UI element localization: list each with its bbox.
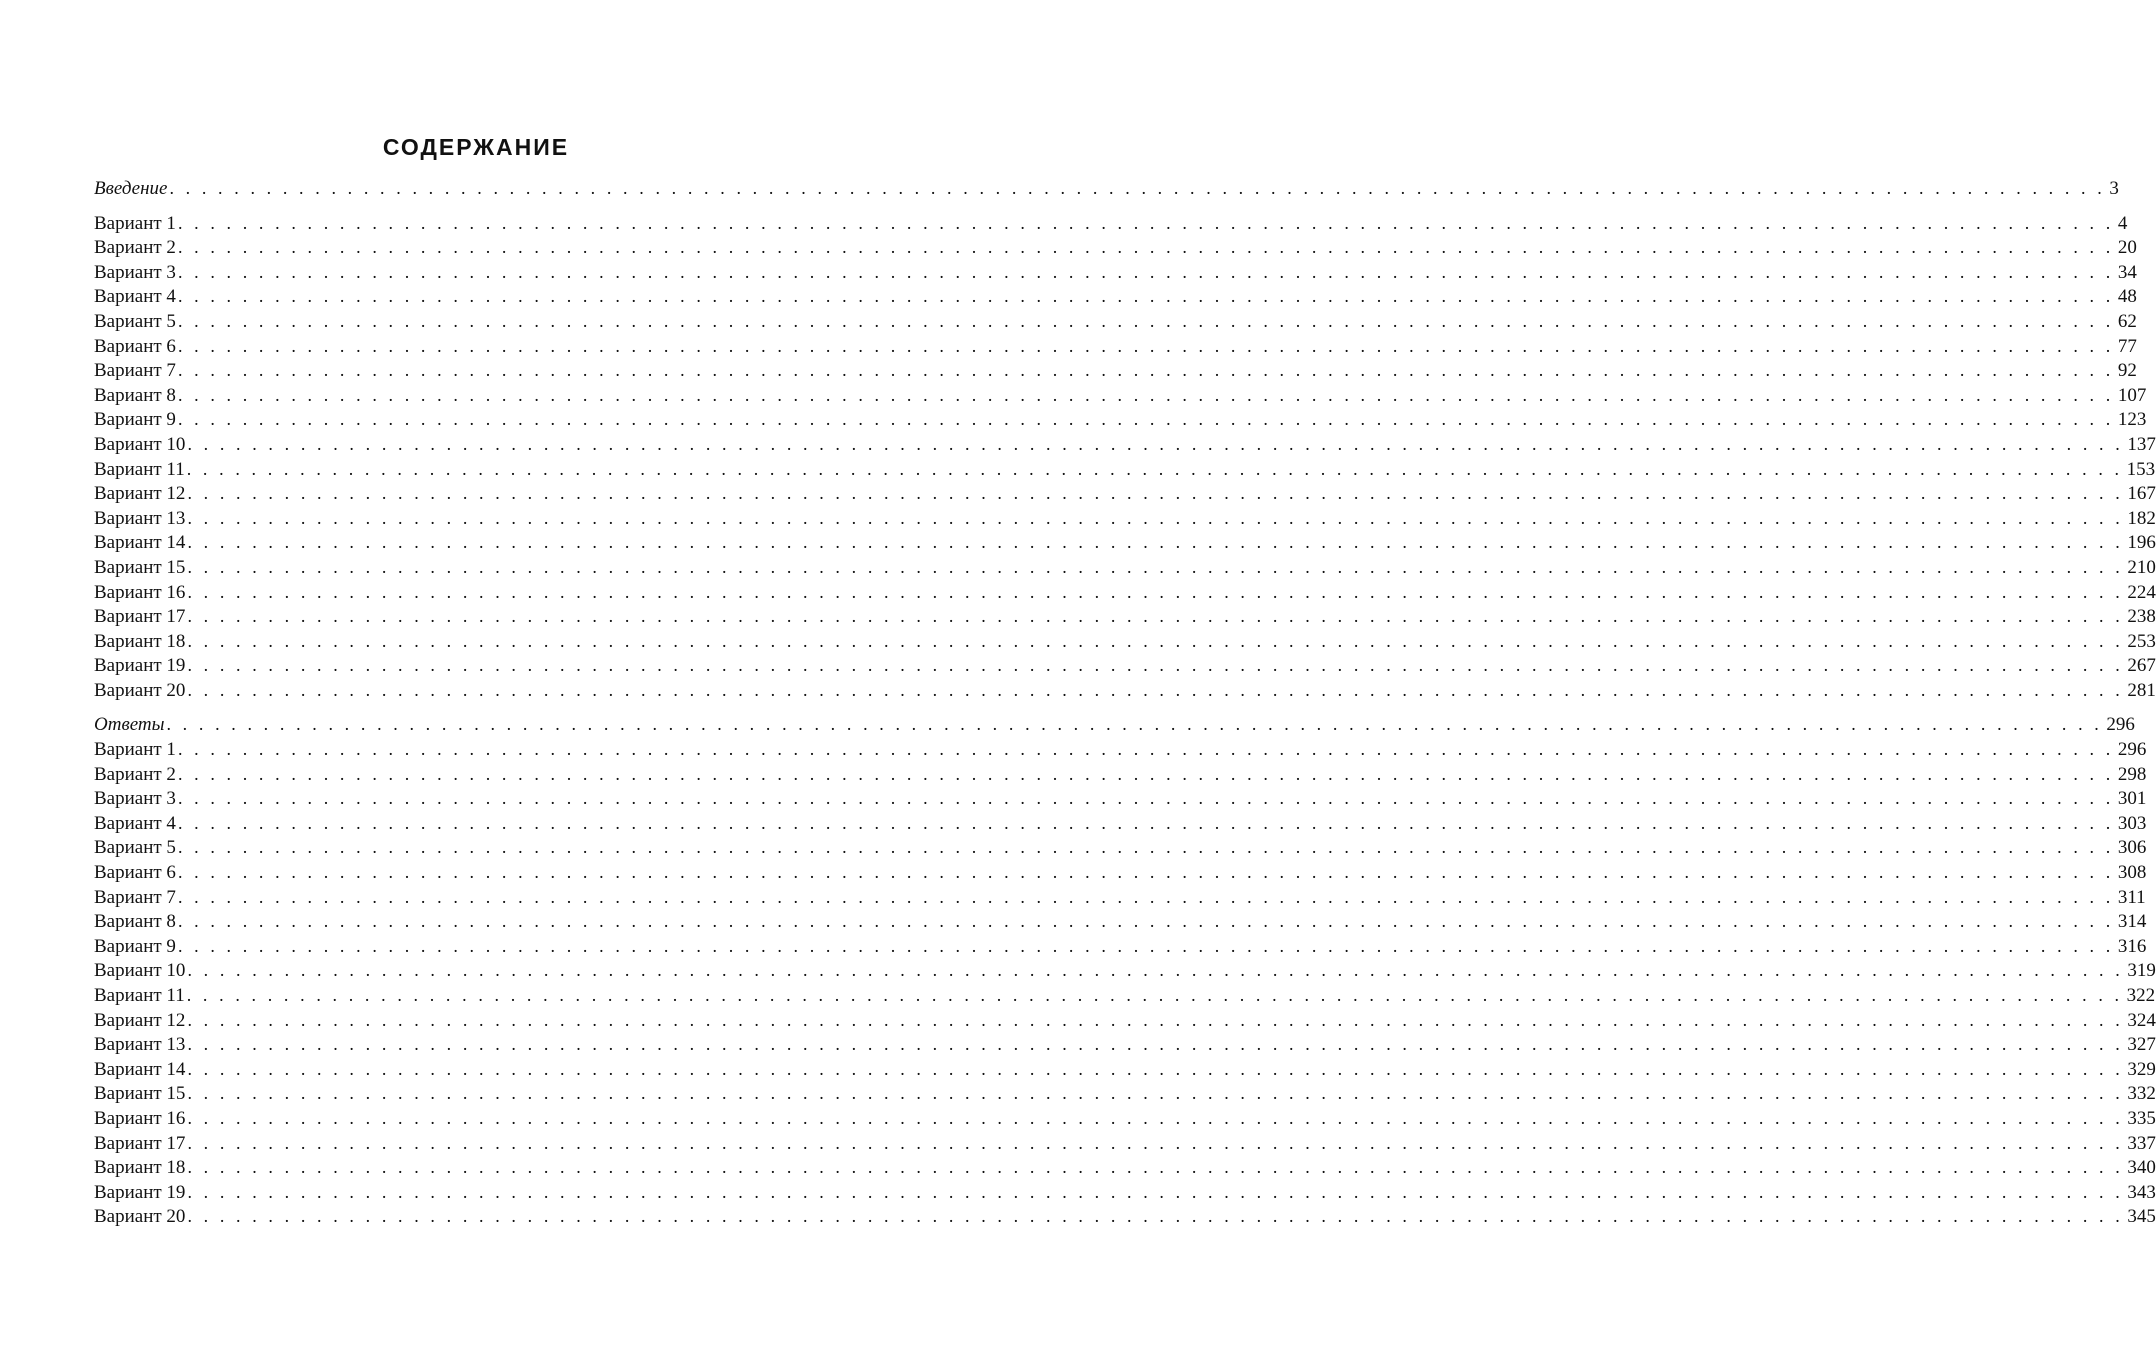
- toc-entry-variant[interactable]: [94, 629, 2156, 654]
- toc-entry-page: 62: [2117, 310, 2137, 332]
- toc-entry-page: 314: [2117, 911, 2147, 933]
- toc-entry-variant[interactable]: [94, 334, 2137, 359]
- toc-entry-label: Вариант 16: [94, 1107, 186, 1129]
- toc-entry-page: 167: [2127, 483, 2156, 505]
- toc-entry-label: Вариант 14: [94, 1058, 186, 1080]
- toc-entry-variant[interactable]: [94, 580, 2156, 605]
- toc-entry-page: 296: [2106, 714, 2135, 736]
- dot-leader: . . . . . . . . . . . . . . . . . . . . . . . . . . . . . . . . . . . . . . . . . . . . . . . . . . . . . . . . . . . . . . . . . . . . . . . . . . . . . . . . . . . . . . . . . . . . . . . . . . . . . . . . . . . . . . . . . . . . . . . .: [187, 433, 2124, 454]
- dot-leader: . . . . . . . . . . . . . . . . . . . . . . . . . . . . . . . . . . . . . . . . . . . . . . . . . . . . . . . . . . . . . . . . . . . . . . . . . . . . . . . . . . . . . . . . . . . . . . . . . . . . . . . . . . . . . . . . . . . . . . . .: [177, 360, 2114, 381]
- toc-entry-label: Вариант 12: [94, 1009, 186, 1031]
- toc-entry-variant[interactable]: [94, 481, 2156, 506]
- toc-entry-variant[interactable]: [94, 407, 2147, 432]
- toc-entry-answer-variant[interactable]: [94, 811, 2147, 836]
- toc-entry-answer-variant[interactable]: [94, 860, 2147, 885]
- toc-entry-label: Вариант 1: [94, 739, 176, 761]
- toc-entry-page: 327: [2127, 1034, 2156, 1056]
- toc-entry-page: 20: [2117, 237, 2137, 259]
- dot-leader: . . . . . . . . . . . . . . . . . . . . . . . . . . . . . . . . . . . . . . . . . . . . . . . . . . . . . . . . . . . . . . . . . . . . . . . . . . . . . . . . . . . . . . . . . . . . . . . . . . . . . . . . . . . . . . . . . . . . . . . .: [187, 1083, 2124, 1104]
- dot-leader: . . . . . . . . . . . . . . . . . . . . . . . . . . . . . . . . . . . . . . . . . . . . . . . . . . . . . . . . . . . . . . . . . . . . . . . . . . . . . . . . . . . . . . . . . . . . . . . . . . . . . . . . . . . . . . . . . . . . . . . .: [177, 862, 2114, 883]
- toc-entry-answer-variant[interactable]: [94, 1155, 2156, 1180]
- dot-leader: . . . . . . . . . . . . . . . . . . . . . . . . . . . . . . . . . . . . . . . . . . . . . . . . . . . . . . . . . . . . . . . . . . . . . . . . . . . . . . . . . . . . . . . . . . . . . . . . . . . . . . . . . . . . . . . . . . . . . . . .: [187, 630, 2124, 651]
- toc-entry-label: Вариант 19: [94, 655, 186, 677]
- page-title: СОДЕРЖАНИЕ: [382, 134, 570, 160]
- toc-entry-label: Вариант 1: [94, 212, 176, 234]
- toc-entry-page: 324: [2127, 1009, 2156, 1031]
- toc-entry-page: 337: [2127, 1132, 2156, 1154]
- toc-entry-page: 48: [2117, 286, 2137, 308]
- toc-entry-page: 253: [2127, 630, 2156, 652]
- toc-entry-page: 303: [2117, 812, 2147, 834]
- toc-entry-page: 322: [2126, 985, 2156, 1006]
- toc-entry-label: Вариант 8: [94, 911, 176, 933]
- toc-entry-label: Вариант 15: [94, 1083, 186, 1105]
- dot-leader: . . . . . . . . . . . . . . . . . . . . . . . . . . . . . . . . . . . . . . . . . . . . . . . . . . . . . . . . . . . . . . . . . . . . . . . . . . . . . . . . . . . . . . . . . . . . . . . . . . . . . . . . . . . . . . . . . . . . . . . .: [187, 1058, 2124, 1079]
- dot-leader: . . . . . . . . . . . . . . . . . . . . . . . . . . . . . . . . . . . . . . . . . . . . . . . . . . . . . . . . . . . . . . . . . . . . . . . . . . . . . . . . . . . . . . . . . . . . . . . . . . . . . . . . . . . . . . . . . . . . . . . .: [187, 483, 2124, 504]
- toc-entry-variant[interactable]: [94, 235, 2137, 260]
- toc-entry-page: 92: [2117, 360, 2137, 382]
- toc-entry-page: 335: [2127, 1107, 2156, 1129]
- toc-entry-label: Вариант 18: [94, 1157, 186, 1179]
- section-gap: [94, 201, 858, 211]
- toc-entry-variant[interactable]: [94, 211, 2128, 236]
- dot-leader: . . . . . . . . . . . . . . . . . . . . . . . . . . . . . . . . . . . . . . . . . . . . . . . . . . . . . . . . . . . . . . . . . . . . . . . . . . . . . . . . . . . . . . . . . . . . . . . . . . . . . . . . . . . . . . . . . . . . . . . .: [177, 384, 2114, 405]
- toc-entry-page: 311: [2117, 886, 2146, 908]
- toc-entry-variant[interactable]: [94, 457, 2156, 482]
- dot-leader: . . . . . . . . . . . . . . . . . . . . . . . . . . . . . . . . . . . . . . . . . . . . . . . . . . . . . . . . . . . . . . . . . . . . . . . . . . . . . . . . . . . . . . . . . . . . . . . . . . . . . . . . . . . . . . . . . . . . . . . .: [187, 960, 2124, 981]
- dot-leader: . . . . . . . . . . . . . . . . . . . . . . . . . . . . . . . . . . . . . . . . . . . . . . . . . . . . . . . . . . . . . . . . . . . . . . . . . . . . . . . . . . . . . . . . . . . . . . . . . . . . . . . . . . . . . . . . . . . . . . . .: [186, 458, 2123, 479]
- toc-entry-page: 296: [2117, 739, 2147, 761]
- dot-leader: . . . . . . . . . . . . . . . . . . . . . . . . . . . . . . . . . . . . . . . . . . . . . . . . . . . . . . . . . . . . . . . . . . . . . . . . . . . . . . . . . . . . . . . . . . . . . . . . . . . . . . . . . . . . . . . . . . . . . . . .: [187, 507, 2124, 528]
- toc-entry-label: Вариант 7: [94, 360, 176, 382]
- toc-entry-answer-variant[interactable]: [94, 762, 2147, 787]
- toc-entry-answer-variant[interactable]: [94, 1180, 2156, 1205]
- dot-leader: . . . . . . . . . . . . . . . . . . . . . . . . . . . . . . . . . . . . . . . . . . . . . . . . . . . . . . . . . . . . . . . . . . . . . . . . . . . . . . . . . . . . . . . . . . . . . . . . . . . . . . . . . . . . . . . . . . . . . . . .: [177, 812, 2114, 833]
- dot-leader: . . . . . . . . . . . . . . . . . . . . . . . . . . . . . . . . . . . . . . . . . . . . . . . . . . . . . . . . . . . . . . . . . . . . . . . . . . . . . . . . . . . . . . . . . . . . . . . . . . . . . . . . . . . . . . . . . . . . . . . .: [177, 237, 2114, 258]
- toc-entry-variant[interactable]: [94, 383, 2147, 408]
- dot-leader: . . . . . . . . . . . . . . . . . . . . . . . . . . . . . . . . . . . . . . . . . . . . . . . . . . . . . . . . . . . . . . . . . . . . . . . . . . . . . . . . . . . . . . . . . . . . . . . . . . . . . . . . . . . . . . . . . . . . . . . .: [187, 1181, 2124, 1202]
- toc-entry-page: 319: [2127, 960, 2156, 982]
- toc-entry-page: 224: [2127, 581, 2156, 603]
- toc-entry-label: Вариант 5: [94, 837, 176, 859]
- toc-entry-answer-variant[interactable]: [94, 1106, 2156, 1131]
- toc-entry-page: 153: [2126, 458, 2156, 480]
- dot-leader: . . . . . . . . . . . . . . . . . . . . . . . . . . . . . . . . . . . . . . . . . . . . . . . . . . . . . . . . . . . . . . . . . . . . . . . . . . . . . . . . . . . . . . . . . . . . . . . . . . . . . . . . . . . . . . . . . . . . . . . .: [187, 1206, 2124, 1227]
- toc-entry-answer-variant[interactable]: [94, 786, 2147, 811]
- toc-entry-page: 329: [2127, 1058, 2156, 1080]
- toc-entry-label: Вариант 5: [94, 310, 176, 332]
- dot-leader: . . . . . . . . . . . . . . . . . . . . . . . . . . . . . . . . . . . . . . . . . . . . . . . . . . . . . . . . . . . . . . . . . . . . . . . . . . . . . . . . . . . . . . . . . . . . . . . . . . . . . . . . . . . . . . . . . . . . . . . .: [186, 985, 2123, 1005]
- toc-entry-page: 301: [2117, 788, 2147, 810]
- toc-entry-label: Вариант 15: [94, 556, 186, 578]
- dot-leader: . . . . . . . . . . . . . . . . . . . . . . . . . . . . . . . . . . . . . . . . . . . . . . . . . . . . . . . . . . . . . . . . . . . . . . . . . . . . . . . . . . . . . . . . . . . . . . . . . . . . . . . . . . . . . . . . . . . . . . . .: [166, 714, 2103, 735]
- toc-entry-page: 340: [2127, 1157, 2156, 1179]
- toc-entry-page: 345: [2127, 1206, 2156, 1228]
- toc-entry-label: Вариант 18: [94, 630, 186, 652]
- toc-entry-label: Вариант 12: [94, 483, 186, 505]
- toc-entry-variant[interactable]: [94, 604, 2156, 629]
- toc-entry-label: Вариант 8: [94, 384, 176, 406]
- dot-leader: . . . . . . . . . . . . . . . . . . . . . . . . . . . . . . . . . . . . . . . . . . . . . . . . . . . . . . . . . . . . . . . . . . . . . . . . . . . . . . . . . . . . . . . . . . . . . . . . . . . . . . . . . . . . . . . . . . . . . . . .: [187, 606, 2124, 627]
- toc-entry-page: 77: [2117, 335, 2137, 357]
- toc-entry-page: 267: [2127, 655, 2156, 677]
- toc-entry-answer-variant[interactable]: [94, 737, 2147, 762]
- toc-entry-answer-variant[interactable]: [94, 909, 2147, 934]
- dot-leader: . . . . . . . . . . . . . . . . . . . . . . . . . . . . . . . . . . . . . . . . . . . . . . . . . . . . . . . . . . . . . . . . . . . . . . . . . . . . . . . . . . . . . . . . . . . . . . . . . . . . . . . . . . . . . . . . . . . . . . . .: [187, 1132, 2124, 1153]
- dot-leader: . . . . . . . . . . . . . . . . . . . . . . . . . . . . . . . . . . . . . . . . . . . . . . . . . . . . . . . . . . . . . . . . . . . . . . . . . . . . . . . . . . . . . . . . . . . . . . . . . . . . . . . . . . . . . . . . . . . . . . . .: [177, 886, 2114, 907]
- toc-entry-label: Вариант 20: [94, 679, 186, 701]
- toc-entry-variant[interactable]: [94, 506, 2156, 531]
- toc-entry-page: 238: [2127, 606, 2156, 628]
- toc-entry-answer-variant[interactable]: [94, 835, 2147, 860]
- dot-leader: . . . . . . . . . . . . . . . . . . . . . . . . . . . . . . . . . . . . . . . . . . . . . . . . . . . . . . . . . . . . . . . . . . . . . . . . . . . . . . . . . . . . . . . . . . . . . . . . . . . . . . . . . . . . . . . . . . . . . . . .: [187, 581, 2124, 602]
- toc-entry-label: Вариант 2: [94, 237, 176, 259]
- toc-entry-answer-variant[interactable]: [94, 934, 2147, 959]
- toc-entry-label: Вариант 20: [94, 1206, 186, 1228]
- toc-entry-page: 308: [2117, 862, 2147, 884]
- toc-entry-label: Вариант 19: [94, 1181, 186, 1203]
- section-gap: [94, 702, 858, 712]
- toc-entry-variant[interactable]: [94, 653, 2156, 678]
- toc-entry-label: Вариант 3: [94, 261, 176, 283]
- toc-entry-label: Вариант 4: [94, 286, 176, 308]
- dot-leader: . . . . . . . . . . . . . . . . . . . . . . . . . . . . . . . . . . . . . . . . . . . . . . . . . . . . . . . . . . . . . . . . . . . . . . . . . . . . . . . . . . . . . . . . . . . . . . . . . . . . . . . . . . . . . . . . . . . . . . . .: [177, 739, 2114, 760]
- answers-section: [94, 737, 2156, 1229]
- dot-leader: . . . . . . . . . . . . . . . . . . . . . . . . . . . . . . . . . . . . . . . . . . . . . . . . . . . . . . . . . . . . . . . . . . . . . . . . . . . . . . . . . . . . . . . . . . . . . . . . . . . . . . . . . . . . . . . . . . . . . . . .: [177, 837, 2114, 858]
- table-of-contents: [94, 132, 2156, 1229]
- dot-leader: . . . . . . . . . . . . . . . . . . . . . . . . . . . . . . . . . . . . . . . . . . . . . . . . . . . . . . . . . . . . . . . . . . . . . . . . . . . . . . . . . . . . . . . . . . . . . . . . . . . . . . . . . . . . . . . . . . . . . . . .: [177, 763, 2114, 784]
- toc-entry-variant[interactable]: [94, 284, 2137, 309]
- toc-entry-answer-variant[interactable]: [94, 1204, 2156, 1229]
- toc-entry-answer-variant[interactable]: [94, 885, 2146, 910]
- dot-leader: . . . . . . . . . . . . . . . . . . . . . . . . . . . . . . . . . . . . . . . . . . . . . . . . . . . . . . . . . . . . . . . . . . . . . . . . . . . . . . . . . . . . . . . . . . . . . . . . . . . . . . . . . . . . . . . . . . . . . . . .: [169, 178, 2106, 198]
- dot-leader: . . . . . . . . . . . . . . . . . . . . . . . . . . . . . . . . . . . . . . . . . . . . . . . . . . . . . . . . . . . . . . . . . . . . . . . . . . . . . . . . . . . . . . . . . . . . . . . . . . . . . . . . . . . . . . . . . . . . . . . .: [177, 935, 2114, 956]
- dot-leader: . . . . . . . . . . . . . . . . . . . . . . . . . . . . . . . . . . . . . . . . . . . . . . . . . . . . . . . . . . . . . . . . . . . . . . . . . . . . . . . . . . . . . . . . . . . . . . . . . . . . . . . . . . . . . . . . . . . . . . . .: [187, 1107, 2124, 1128]
- toc-entry-answer-variant[interactable]: [94, 1081, 2156, 1106]
- toc-entry-answers[interactable]: [94, 712, 2135, 737]
- dot-leader: . . . . . . . . . . . . . . . . . . . . . . . . . . . . . . . . . . . . . . . . . . . . . . . . . . . . . . . . . . . . . . . . . . . . . . . . . . . . . . . . . . . . . . . . . . . . . . . . . . . . . . . . . . . . . . . . . . . . . . . .: [177, 310, 2114, 331]
- toc-entry-label: Вариант 9: [94, 409, 176, 431]
- toc-entry-answer-variant[interactable]: [94, 1008, 2156, 1033]
- toc-entry-variant[interactable]: [94, 432, 2156, 457]
- toc-entry-label: Вариант 11: [94, 458, 185, 480]
- toc-entry-label: Ответы: [94, 714, 165, 736]
- dot-leader: . . . . . . . . . . . . . . . . . . . . . . . . . . . . . . . . . . . . . . . . . . . . . . . . . . . . . . . . . . . . . . . . . . . . . . . . . . . . . . . . . . . . . . . . . . . . . . . . . . . . . . . . . . . . . . . . . . . . . . . .: [177, 335, 2114, 356]
- toc-entry-variant[interactable]: [94, 530, 2156, 555]
- dot-leader: . . . . . . . . . . . . . . . . . . . . . . . . . . . . . . . . . . . . . . . . . . . . . . . . . . . . . . . . . . . . . . . . . . . . . . . . . . . . . . . . . . . . . . . . . . . . . . . . . . . . . . . . . . . . . . . . . . . . . . . .: [187, 1157, 2124, 1178]
- dot-leader: . . . . . . . . . . . . . . . . . . . . . . . . . . . . . . . . . . . . . . . . . . . . . . . . . . . . . . . . . . . . . . . . . . . . . . . . . . . . . . . . . . . . . . . . . . . . . . . . . . . . . . . . . . . . . . . . . . . . . . . .: [177, 409, 2114, 430]
- toc-entry-label: Вариант 9: [94, 935, 176, 957]
- toc-entry-label: Вариант 10: [94, 433, 186, 455]
- toc-entry-answer-variant[interactable]: [94, 983, 2156, 1008]
- dot-leader: . . . . . . . . . . . . . . . . . . . . . . . . . . . . . . . . . . . . . . . . . . . . . . . . . . . . . . . . . . . . . . . . . . . . . . . . . . . . . . . . . . . . . . . . . . . . . . . . . . . . . . . . . . . . . . . . . . . . . . . .: [187, 1034, 2124, 1055]
- toc-entry-label: Вариант 6: [94, 862, 176, 884]
- toc-entry-label: Вариант 14: [94, 532, 186, 554]
- toc-entry-page: 34: [2117, 261, 2137, 283]
- toc-entry-page: 316: [2117, 935, 2147, 957]
- toc-entry-page: 281: [2127, 679, 2156, 701]
- dot-leader: . . . . . . . . . . . . . . . . . . . . . . . . . . . . . . . . . . . . . . . . . . . . . . . . . . . . . . . . . . . . . . . . . . . . . . . . . . . . . . . . . . . . . . . . . . . . . . . . . . . . . . . . . . . . . . . . . . . . . . . .: [187, 1009, 2124, 1030]
- toc-entry-page: 343: [2127, 1181, 2156, 1203]
- toc-entry-variant[interactable]: [94, 678, 2156, 703]
- toc-entry-answer-variant[interactable]: [94, 1032, 2156, 1057]
- toc-entry-page: 4: [2117, 212, 2128, 234]
- toc-entry-page: 196: [2127, 532, 2156, 554]
- toc-entry-label: Вариант 16: [94, 581, 186, 603]
- toc-entry-label: Вариант 6: [94, 335, 176, 357]
- variants-section: [94, 211, 2156, 703]
- dot-leader: . . . . . . . . . . . . . . . . . . . . . . . . . . . . . . . . . . . . . . . . . . . . . . . . . . . . . . . . . . . . . . . . . . . . . . . . . . . . . . . . . . . . . . . . . . . . . . . . . . . . . . . . . . . . . . . . . . . . . . . .: [177, 212, 2114, 233]
- toc-entry-label: Вариант 7: [94, 886, 176, 908]
- dot-leader: . . . . . . . . . . . . . . . . . . . . . . . . . . . . . . . . . . . . . . . . . . . . . . . . . . . . . . . . . . . . . . . . . . . . . . . . . . . . . . . . . . . . . . . . . . . . . . . . . . . . . . . . . . . . . . . . . . . . . . . .: [177, 911, 2114, 932]
- toc-entry-label: Вариант 13: [94, 507, 186, 529]
- toc-entry-label: Вариант 2: [94, 763, 176, 785]
- dot-leader: . . . . . . . . . . . . . . . . . . . . . . . . . . . . . . . . . . . . . . . . . . . . . . . . . . . . . . . . . . . . . . . . . . . . . . . . . . . . . . . . . . . . . . . . . . . . . . . . . . . . . . . . . . . . . . . . . . . . . . . .: [187, 532, 2124, 553]
- toc-entry-page: 123: [2117, 409, 2147, 431]
- toc-entry-answer-variant[interactable]: [94, 1131, 2156, 1156]
- toc-entry-label: Введение: [94, 178, 168, 199]
- toc-entry-page: 210: [2127, 556, 2156, 578]
- toc-entry-variant[interactable]: [94, 358, 2137, 383]
- toc-entry-page: 182: [2127, 507, 2156, 529]
- toc-entry-page: 332: [2127, 1083, 2156, 1105]
- toc-entry-label: Вариант 17: [94, 1132, 186, 1154]
- toc-entry-page: 306: [2117, 837, 2147, 859]
- toc-entry-answer-variant[interactable]: [94, 1057, 2156, 1082]
- toc-entry-variant[interactable]: [94, 555, 2156, 580]
- toc-entry-variant[interactable]: [94, 309, 2137, 334]
- dot-leader: . . . . . . . . . . . . . . . . . . . . . . . . . . . . . . . . . . . . . . . . . . . . . . . . . . . . . . . . . . . . . . . . . . . . . . . . . . . . . . . . . . . . . . . . . . . . . . . . . . . . . . . . . . . . . . . . . . . . . . . .: [187, 679, 2124, 700]
- toc-entry-page: 3: [2109, 178, 2119, 199]
- toc-entry-answer-variant[interactable]: [94, 958, 2156, 983]
- toc-entry-variant[interactable]: [94, 260, 2137, 285]
- toc-entry-label: Вариант 11: [94, 985, 185, 1006]
- dot-leader: . . . . . . . . . . . . . . . . . . . . . . . . . . . . . . . . . . . . . . . . . . . . . . . . . . . . . . . . . . . . . . . . . . . . . . . . . . . . . . . . . . . . . . . . . . . . . . . . . . . . . . . . . . . . . . . . . . . . . . . .: [177, 788, 2114, 809]
- toc-entry-label: Вариант 10: [94, 960, 186, 982]
- toc-entry-intro[interactable]: [94, 176, 2119, 201]
- dot-leader: . . . . . . . . . . . . . . . . . . . . . . . . . . . . . . . . . . . . . . . . . . . . . . . . . . . . . . . . . . . . . . . . . . . . . . . . . . . . . . . . . . . . . . . . . . . . . . . . . . . . . . . . . . . . . . . . . . . . . . . .: [187, 655, 2124, 676]
- dot-leader: . . . . . . . . . . . . . . . . . . . . . . . . . . . . . . . . . . . . . . . . . . . . . . . . . . . . . . . . . . . . . . . . . . . . . . . . . . . . . . . . . . . . . . . . . . . . . . . . . . . . . . . . . . . . . . . . . . . . . . . .: [187, 556, 2124, 577]
- toc-entry-page: 298: [2117, 763, 2147, 785]
- toc-entry-page: 137: [2127, 433, 2156, 455]
- toc-entry-label: Вариант 3: [94, 788, 176, 810]
- toc-entry-label: Вариант 17: [94, 606, 186, 628]
- toc-entry-label: Вариант 13: [94, 1034, 186, 1056]
- dot-leader: . . . . . . . . . . . . . . . . . . . . . . . . . . . . . . . . . . . . . . . . . . . . . . . . . . . . . . . . . . . . . . . . . . . . . . . . . . . . . . . . . . . . . . . . . . . . . . . . . . . . . . . . . . . . . . . . . . . . . . . .: [177, 261, 2114, 282]
- dot-leader: . . . . . . . . . . . . . . . . . . . . . . . . . . . . . . . . . . . . . . . . . . . . . . . . . . . . . . . . . . . . . . . . . . . . . . . . . . . . . . . . . . . . . . . . . . . . . . . . . . . . . . . . . . . . . . . . . . . . . . . .: [177, 286, 2114, 307]
- toc-entry-label: Вариант 4: [94, 812, 176, 834]
- toc-entry-page: 107: [2117, 384, 2147, 406]
